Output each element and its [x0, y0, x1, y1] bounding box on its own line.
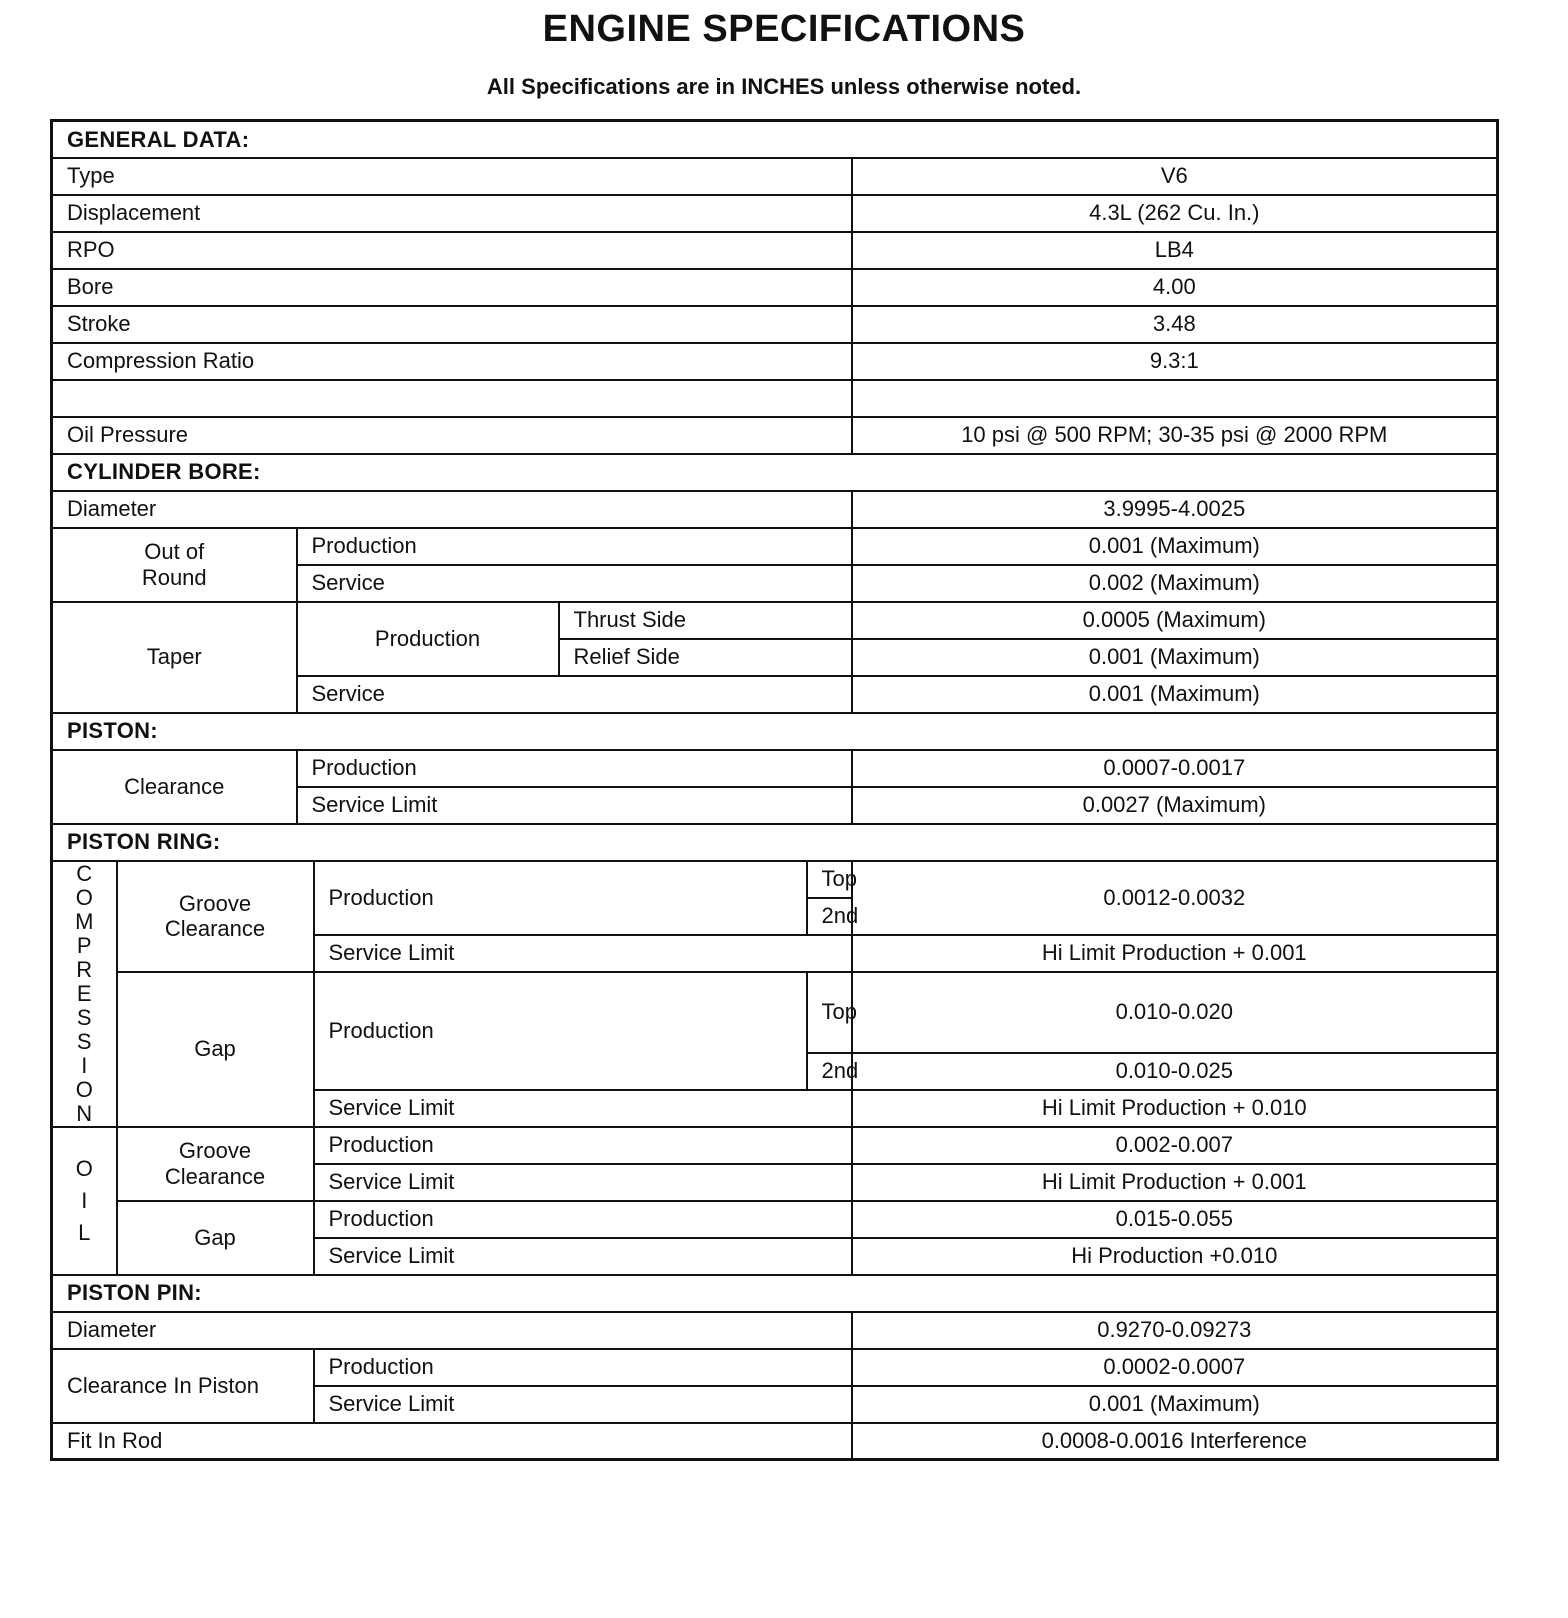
row-label: Compression Ratio [52, 343, 852, 380]
row-value: 0.001 (Maximum) [852, 676, 1498, 713]
row-label: Production [314, 1201, 852, 1238]
table-row [52, 1127, 1498, 1164]
engine-spec-table [50, 119, 1499, 1461]
row-label: Production [297, 528, 852, 565]
row-label: Service [297, 676, 852, 713]
table-row [52, 343, 1498, 380]
page-title: ENGINE SPECIFICATIONS [542, 8, 1026, 50]
oil-gap-label: Gap [117, 1201, 314, 1275]
row-value: 10 psi @ 500 RPM; 30-35 psi @ 2000 RPM [852, 417, 1498, 454]
row-label: Oil Pressure [52, 417, 852, 454]
row-label: Production [314, 1349, 852, 1386]
row-value: 0.0005 (Maximum) [852, 602, 1498, 639]
comp-groove-clearance-label [117, 861, 314, 972]
row-label: Stroke [52, 306, 852, 343]
row-label: Service Limit [314, 1164, 852, 1201]
row-value: V6 [852, 158, 1498, 195]
row-value: 0.002 (Maximum) [852, 565, 1498, 602]
pin-clearance-label: Clearance In Piston [52, 1349, 314, 1423]
vertical-letter: L [78, 1219, 91, 1245]
table-row [52, 306, 1498, 343]
section-title: PISTON: [52, 713, 1498, 750]
out-of-round-label-line1: Out of [144, 539, 205, 565]
table-row [52, 972, 1498, 1053]
row-label: Bore [52, 269, 852, 306]
row-value: 0.0012-0.0032 [852, 861, 1498, 935]
section-header-cylinder-bore [52, 454, 1498, 491]
vertical-letter: O [75, 1155, 93, 1181]
groove-label-line2: Clearance [164, 916, 266, 941]
table-row [52, 417, 1498, 454]
row-label: Production [314, 861, 807, 935]
piston-clearance-label: Clearance [52, 750, 297, 824]
row-value: 0.001 (Maximum) [852, 528, 1498, 565]
vertical-letter: S [76, 1028, 92, 1054]
row-value: 9.3:1 [852, 343, 1498, 380]
row-value: Hi Limit Production + 0.010 [852, 1090, 1498, 1127]
table-row [52, 528, 1498, 565]
comp-gap-label: Gap [117, 972, 314, 1127]
row-value: Hi Production +0.010 [852, 1238, 1498, 1275]
vertical-letter: E [76, 980, 92, 1006]
vertical-letter: R [76, 956, 93, 982]
row-label: Service Limit [314, 1238, 852, 1275]
row-label: Service Limit [297, 787, 852, 824]
empty-cell [852, 380, 1498, 417]
row-label: RPO [52, 232, 852, 269]
vertical-letter: O [75, 1076, 93, 1102]
vertical-letter: C [76, 860, 93, 886]
table-row [52, 1423, 1498, 1460]
row-value: 3.48 [852, 306, 1498, 343]
vertical-letter: I [81, 1052, 88, 1078]
table-row [52, 1349, 1498, 1386]
row-label: Relief Side [559, 639, 852, 676]
row-label: Diameter [52, 1312, 852, 1349]
section-title: GENERAL DATA: [52, 121, 1498, 158]
top-label: Top [807, 861, 852, 898]
section-header-piston [52, 713, 1498, 750]
second-label: 2nd [807, 1053, 852, 1090]
out-of-round-label [52, 528, 297, 602]
oil-groove-clearance-label [117, 1127, 314, 1201]
section-title: PISTON PIN: [52, 1275, 1498, 1312]
row-value: Hi Limit Production + 0.001 [852, 1164, 1498, 1201]
row-value: 0.002-0.007 [852, 1127, 1498, 1164]
taper-label: Taper [52, 602, 297, 713]
section-header-piston-ring [52, 824, 1498, 861]
table-row [52, 158, 1498, 195]
row-value: 0.9270-0.09273 [852, 1312, 1498, 1349]
groove-label-line1: Groove [178, 1138, 252, 1164]
out-of-round-label-line2: Round [141, 564, 207, 590]
page-subtitle: All Specifications are in INCHES unless otherwise noted. [486, 74, 1082, 99]
vertical-letter: M [75, 908, 94, 934]
row-label: Thrust Side [559, 602, 852, 639]
row-label: Diameter [52, 491, 852, 528]
row-label: Production [314, 1127, 852, 1164]
groove-label-line2: Clearance [164, 1163, 266, 1189]
row-label: Production [297, 750, 852, 787]
second-label: 2nd [807, 898, 852, 935]
row-label: Fit In Rod [52, 1423, 852, 1460]
row-value: 0.001 (Maximum) [852, 639, 1498, 676]
row-value: 4.3L (262 Cu. In.) [852, 195, 1498, 232]
vertical-letter: I [81, 1187, 88, 1213]
table-row-empty [52, 380, 1498, 417]
row-label: Service [297, 565, 852, 602]
row-label: Service Limit [314, 1386, 852, 1423]
row-value: LB4 [852, 232, 1498, 269]
row-label: Displacement [52, 195, 852, 232]
vertical-letter: N [76, 1100, 93, 1126]
vertical-letter: S [76, 1004, 92, 1030]
table-row [52, 1201, 1498, 1238]
vertical-letter: O [75, 884, 93, 910]
table-row [52, 750, 1498, 787]
table-row [52, 232, 1498, 269]
row-value: 0.010-0.025 [852, 1053, 1498, 1090]
table-row [52, 861, 1498, 898]
row-value: 0.0002-0.0007 [852, 1349, 1498, 1386]
section-title: CYLINDER BORE: [52, 454, 1498, 491]
row-value: 0.0008-0.0016 Interference [852, 1423, 1498, 1460]
row-label: Production [314, 972, 807, 1090]
row-value: Hi Limit Production + 0.001 [852, 935, 1498, 972]
groove-label-line1: Groove [178, 890, 252, 916]
oil-vertical-label [52, 1127, 117, 1275]
row-label: Service Limit [314, 935, 852, 972]
top-label: Top [807, 972, 852, 1053]
table-row [52, 269, 1498, 306]
row-value: 0.015-0.055 [852, 1201, 1498, 1238]
row-value: 3.9995-4.0025 [852, 491, 1498, 528]
table-row [52, 491, 1498, 528]
taper-production-label: Production [297, 602, 559, 676]
empty-cell [52, 380, 852, 417]
vertical-letter: P [76, 932, 92, 958]
table-row [52, 195, 1498, 232]
table-row [52, 1312, 1498, 1349]
row-value: 0.0007-0.0017 [852, 750, 1498, 787]
table-row [52, 602, 1498, 639]
row-label: Type [52, 158, 852, 195]
row-value: 0.010-0.020 [852, 972, 1498, 1053]
row-value: 4.00 [852, 269, 1498, 306]
row-label: Service Limit [314, 1090, 852, 1127]
row-value: 0.0027 (Maximum) [852, 787, 1498, 824]
section-title: PISTON RING: [52, 824, 1498, 861]
row-value: 0.001 (Maximum) [852, 1386, 1498, 1423]
section-header-piston-pin [52, 1275, 1498, 1312]
section-header-general [52, 121, 1498, 158]
compression-vertical-label [52, 861, 117, 1127]
